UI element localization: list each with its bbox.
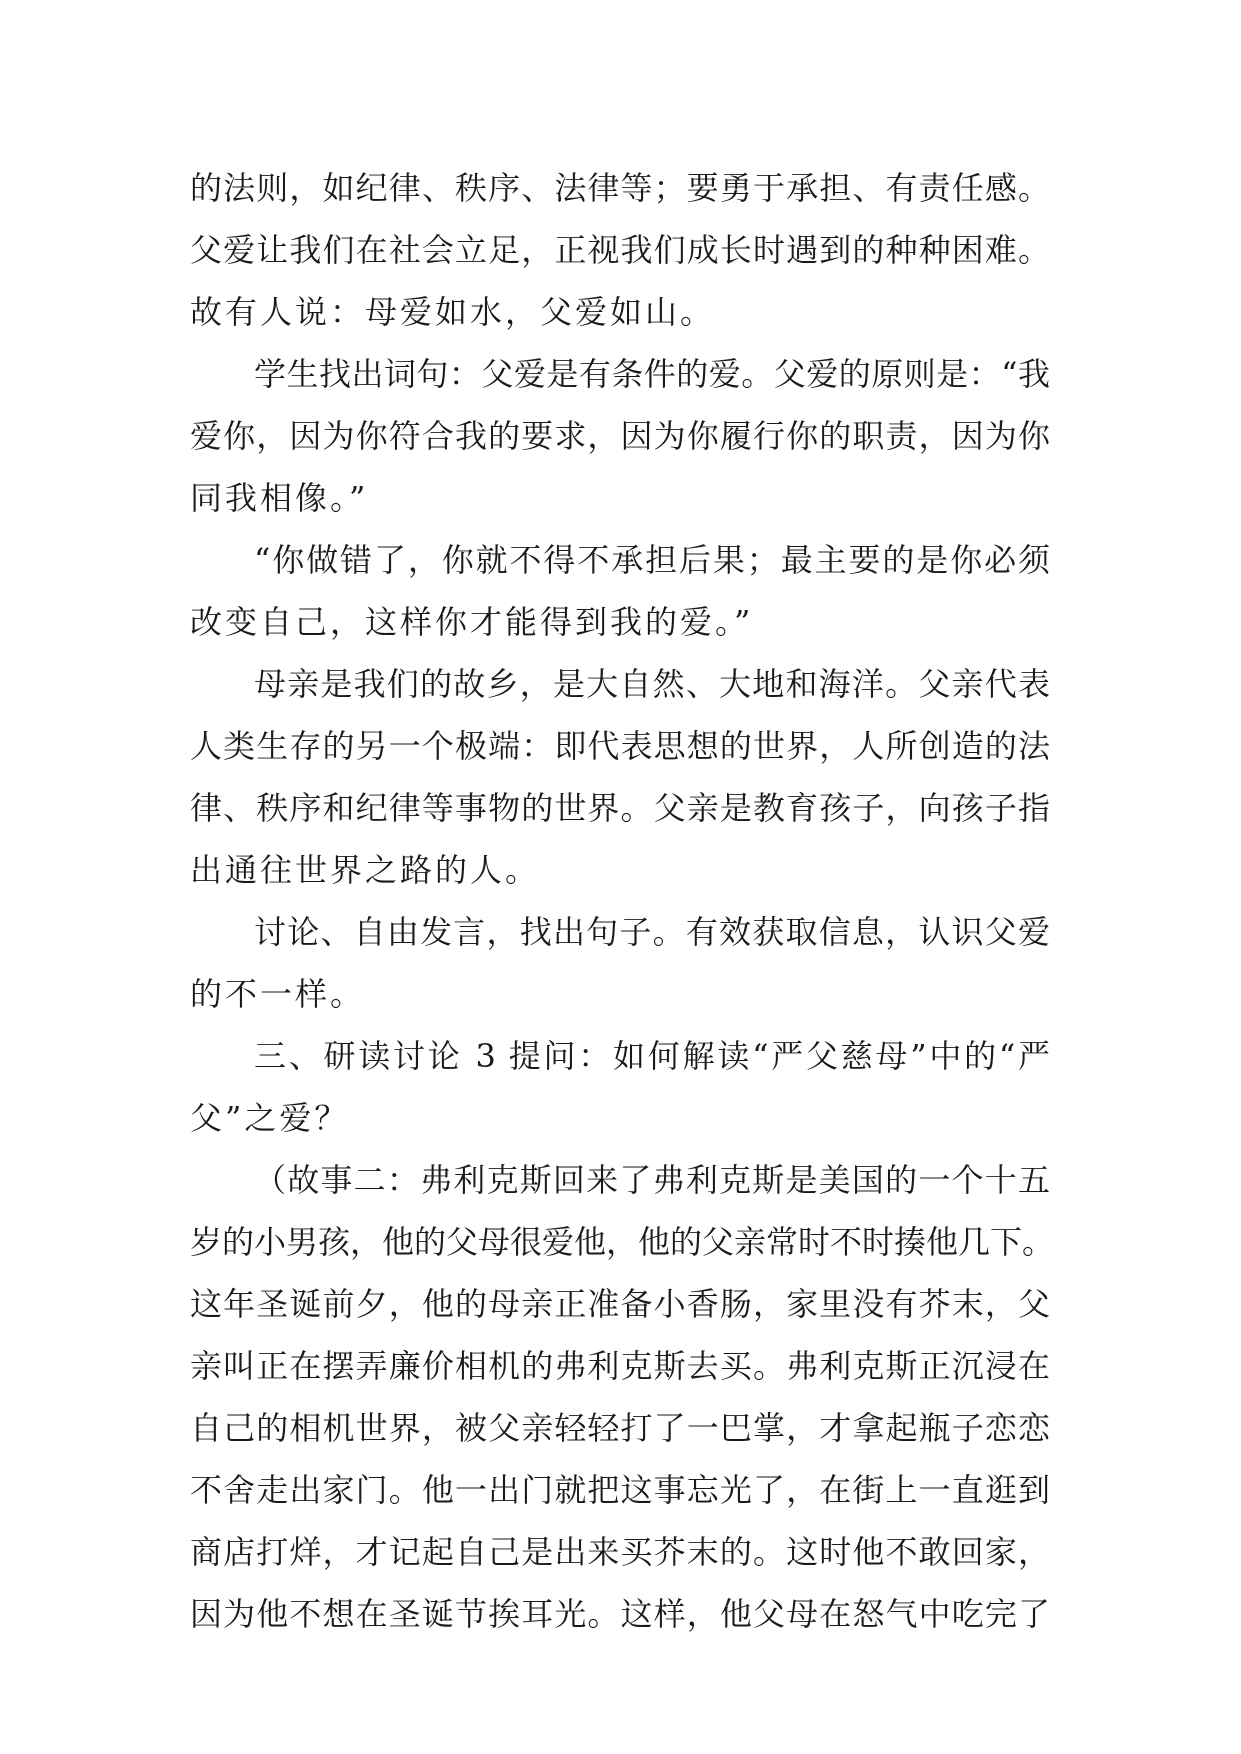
text-line: 改变自己，这样你才能得到我的爱。” <box>190 603 754 641</box>
text-line: 父”之爱？ <box>190 1099 350 1137</box>
text-line: 父爱让我们在社会立足，正视我们成长时遇到的种种困难。 <box>190 231 1050 269</box>
text-line: 故有人说：母爱如水，父爱如山。 <box>190 293 716 331</box>
text-line: 出通往世界之路的人。 <box>190 851 541 889</box>
text-line: 岁的小男孩，他的父母很爱他，他的父亲常时不时揍他几下。 <box>190 1223 1055 1261</box>
paragraph-start-line: （故事二：弗利克斯回来了弗利克斯是美国的一个十五 <box>254 1161 1050 1199</box>
text-line: 不舍走出家门。他一出门就把这事忘光了，在街上一直逛到 <box>190 1471 1050 1509</box>
text-line: 亲叫正在摆弄廉价相机的弗利克斯去买。弗利克斯正沉浸在 <box>190 1347 1050 1385</box>
text-line: 人类生存的另一个极端：即代表思想的世界，人所创造的法 <box>190 727 1050 765</box>
paragraph-start-line: 学生找出词句：父爱是有条件的爱。父爱的原则是：“我 <box>254 355 1050 393</box>
paragraph-start-line: 讨论、自由发言，找出句子。有效获取信息，认识父爱 <box>254 913 1050 951</box>
text-line: 商店打烊，才记起自己是出来买芥末的。这时他不敢回家， <box>190 1533 1050 1571</box>
text-line: 律、秩序和纪律等事物的世界。父亲是教育孩子，向孩子指 <box>190 789 1050 827</box>
text-line: 自己的相机世界，被父亲轻轻打了一巴掌，才拿起瓶子恋恋 <box>190 1409 1050 1447</box>
paragraph-start-line: 母亲是我们的故乡，是大自然、大地和海洋。父亲代表 <box>254 665 1050 703</box>
text-line: 这年圣诞前夕，他的母亲正准备小香肠，家里没有芥末，父 <box>190 1285 1050 1323</box>
paragraph-start-line: 三、研读讨论 3 提问：如何解读“严父慈母”中的“严 <box>254 1037 1050 1075</box>
text-line: 爱你，因为你符合我的要求，因为你履行你的职责，因为你 <box>190 417 1050 455</box>
text-line: 同我相像。” <box>190 479 369 517</box>
text-line: 的不一样。 <box>190 975 366 1013</box>
paragraph-start-line: “你做错了，你就不得不承担后果；最主要的是你必须 <box>254 541 1050 579</box>
text-line: 因为他不想在圣诞节挨耳光。这样，他父母在怒气中吃完了 <box>190 1595 1050 1633</box>
text-line: 的法则，如纪律、秩序、法律等；要勇于承担、有责任感。 <box>190 169 1050 207</box>
